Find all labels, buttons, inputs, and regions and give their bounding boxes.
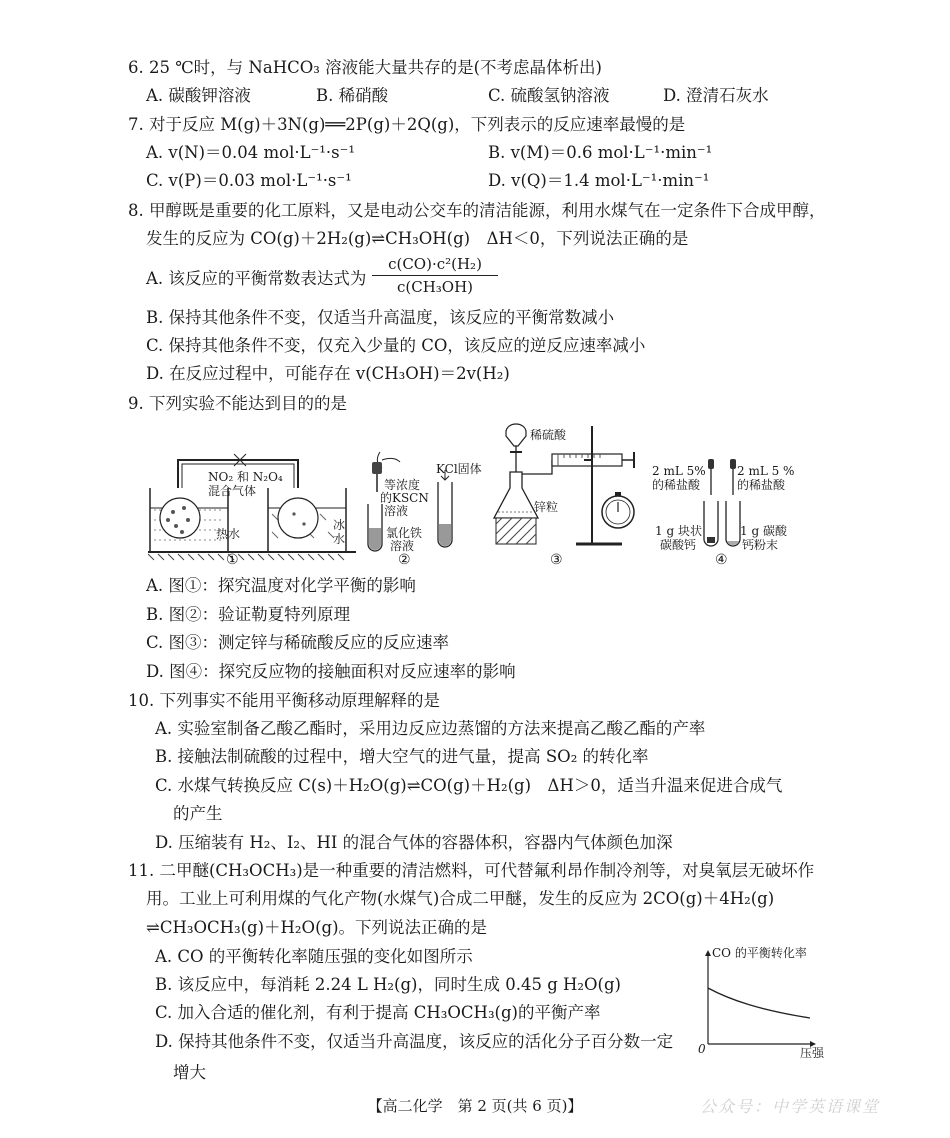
- q11-option-a: A. CO 的平衡转化率随压强的变化如图所示: [155, 947, 473, 966]
- figure-1-hot-water-label: 热水: [216, 527, 241, 541]
- conversion-curve: [708, 988, 810, 1018]
- figure-3-apparatus: [492, 422, 642, 558]
- figure-1-apparatus: [148, 448, 356, 570]
- q7-stem: 7. 对于反应 M(g)＋3N(g)══2P(g)＋2Q(g)，下列表示的反应速率最慢的是: [128, 115, 686, 134]
- q7-option-b: B. v(M)＝0.6 mol·L⁻¹·min⁻¹: [488, 143, 713, 162]
- q11-stem-line2: 用。工业上可利用煤的气化产物(水煤气)合成二甲醚，发生的反应为 2CO(g)＋4H₂(g): [146, 889, 775, 908]
- q10-option-d: D. 压缩装有 H₂、I₂、HI 的混合气体的容器体积，容器内气体颜色加深: [155, 833, 673, 852]
- figure-1-gas-label: NO₂ 和 N₂O₄: [208, 470, 283, 484]
- q6-option-a: A. 碳酸钾溶液: [146, 86, 251, 105]
- q9-stem: 9. 下列实验不能达到目的的是: [128, 394, 347, 413]
- q8-option-d: D. 在反应过程中，可能存在 v(CH₃OH)＝2v(H₂): [146, 364, 510, 383]
- q7-option-c: C. v(P)＝0.03 mol·L⁻¹·s⁻¹: [146, 171, 352, 190]
- figure-1-ice-label: 冰: [333, 518, 346, 532]
- q11-option-d-line1: D. 保持其他条件不变，仅适当升高温度，该反应的活化分子百分数一定: [155, 1032, 674, 1051]
- figure-2-kscn-label-2: 的KSCN: [380, 491, 429, 505]
- figure-2-kscn-label-3: 溶液: [384, 504, 409, 518]
- equilibrium-constant-fraction: [372, 255, 498, 296]
- figure-2-kcl-label: KCl固体: [436, 462, 482, 476]
- q11-option-b: B. 该反应中，每消耗 2.24 L H₂(g)，同时生成 0.45 g H₂O(g): [155, 975, 621, 994]
- figure-3-acid-label: 稀硫酸: [530, 428, 567, 442]
- figure-3-zinc-label: 锌粒: [534, 500, 559, 514]
- figure-1-number: ①: [226, 552, 239, 568]
- figure-1-ice-label-2: 水: [333, 532, 346, 546]
- q8-option-a: A. 该反应的平衡常数表达式为: [146, 269, 367, 288]
- figure-4-right-acid-label-2: 的稀盐酸: [737, 478, 786, 492]
- figure-3-number: ③: [550, 552, 563, 568]
- graph-y-axis-label: CO 的平衡转化率: [712, 946, 807, 960]
- q10-option-c-line2: 的产生: [173, 804, 223, 823]
- q7-option-d: D. v(Q)＝1.4 mol·L⁻¹·min⁻¹: [488, 171, 710, 190]
- q11-option-c: C. 加入合适的催化剂，有利于提高 CH₃OCH₃(g)的平衡产率: [155, 1003, 601, 1022]
- figure-4-left-acid-label: 2 mL 5%: [652, 464, 706, 478]
- fraction-denominator: c(CH₃OH): [396, 278, 474, 296]
- figure-4-powder-label: 1 g 碳酸: [740, 524, 787, 538]
- figure-4-right-acid-label: 2 mL 5 %: [737, 464, 795, 478]
- figure-2-kscn-label: 等浓度: [384, 478, 421, 492]
- q9-option-a: A. 图①：探究温度对化学平衡的影响: [146, 576, 416, 595]
- q8-option-c: C. 保持其他条件不变，仅充入少量的 CO，该反应的逆反应速率减小: [146, 336, 646, 355]
- graph-x-axis-label: 压强: [800, 1046, 825, 1060]
- q6-option-d: D. 澄清石灰水: [663, 86, 769, 105]
- figure-4-lump-label: 1 g 块状: [655, 524, 702, 538]
- q6-option-b: B. 稀硝酸: [316, 86, 389, 105]
- q8-stem-line2: 发生的反应为 CO(g)＋2H₂(g)⇌CH₃OH(g) ΔH＜0，下列说法正确的是: [146, 229, 689, 248]
- q10-stem: 10. 下列事实不能用平衡移动原理解释的是: [128, 691, 440, 710]
- q9-option-c: C. 图③：测定锌与稀硫酸反应的反应速率: [146, 633, 450, 652]
- figure-4-lump-label-2: 碳酸钙: [660, 538, 697, 552]
- figure-2-number: ②: [398, 552, 411, 568]
- q7-option-a: A. v(N)＝0.04 mol·L⁻¹·s⁻¹: [146, 143, 355, 162]
- fraction-bar: [372, 275, 498, 276]
- figure-2-fecl3-label: 氯化铁: [386, 526, 423, 540]
- figure-4-powder-label-2: 钙粉末: [742, 538, 779, 552]
- q6-stem: 6. 25 ℃时，与 NaHCO₃ 溶液能大量共存的是(不考虑晶体析出): [128, 58, 602, 77]
- graph-origin-label: 0: [698, 1042, 706, 1056]
- q10-option-c-line1: C. 水煤气转换反应 C(s)＋H₂O(g)⇌CO(g)＋H₂(g) ΔH＞0，适当升温来促进合成气: [155, 776, 783, 795]
- q11-stem-line1: 11. 二甲醚(CH₃OCH₃)是一种重要的清洁燃料，可代替氟利昂作制冷剂等，对臭氧层无破坏作: [128, 861, 815, 880]
- q9-option-d: D. 图④：探究反应物的接触面积对反应速率的影响: [146, 662, 516, 681]
- q9-option-b: B. 图②：验证勒夏特列原理: [146, 605, 351, 624]
- figure-1-gas-label-2: 混合气体: [208, 484, 257, 498]
- co-conversion-graph: [700, 948, 820, 1048]
- q8-option-b: B. 保持其他条件不变，仅适当升高温度，该反应的平衡常数减小: [146, 308, 615, 327]
- page-footer: 【高二化学 第 2 页(共 6 页)】: [367, 1097, 583, 1115]
- q6-option-c: C. 硫酸氢钠溶液: [488, 86, 610, 105]
- figure-4-left-acid-label-2: 的稀盐酸: [652, 478, 701, 492]
- q11-stem-line3: ⇌CH₃OCH₃(g)＋H₂O(g)。下列说法正确的是: [146, 918, 488, 937]
- q8-stem-line1: 8. 甲醇既是重要的化工原料，又是电动公交车的清洁能源，利用水煤气在一定条件下合成甲醇，: [128, 201, 826, 220]
- fraction-numerator: c(CO)·c²(H₂): [388, 255, 482, 273]
- q10-option-a: A. 实验室制备乙酸乙酯时，采用边反应边蒸馏的方法来提高乙酸乙酯的产率: [155, 719, 706, 738]
- q11-option-d-line2: 增大: [173, 1063, 206, 1082]
- watermark: 公众号：中学英语课堂: [699, 1097, 880, 1116]
- figure-4-number: ④: [715, 552, 728, 568]
- figure-2-fecl3-label-2: 溶液: [390, 539, 415, 553]
- q10-option-b: B. 接触法制硫酸的过程中，增大空气的进气量，提高 SO₂ 的转化率: [155, 747, 649, 766]
